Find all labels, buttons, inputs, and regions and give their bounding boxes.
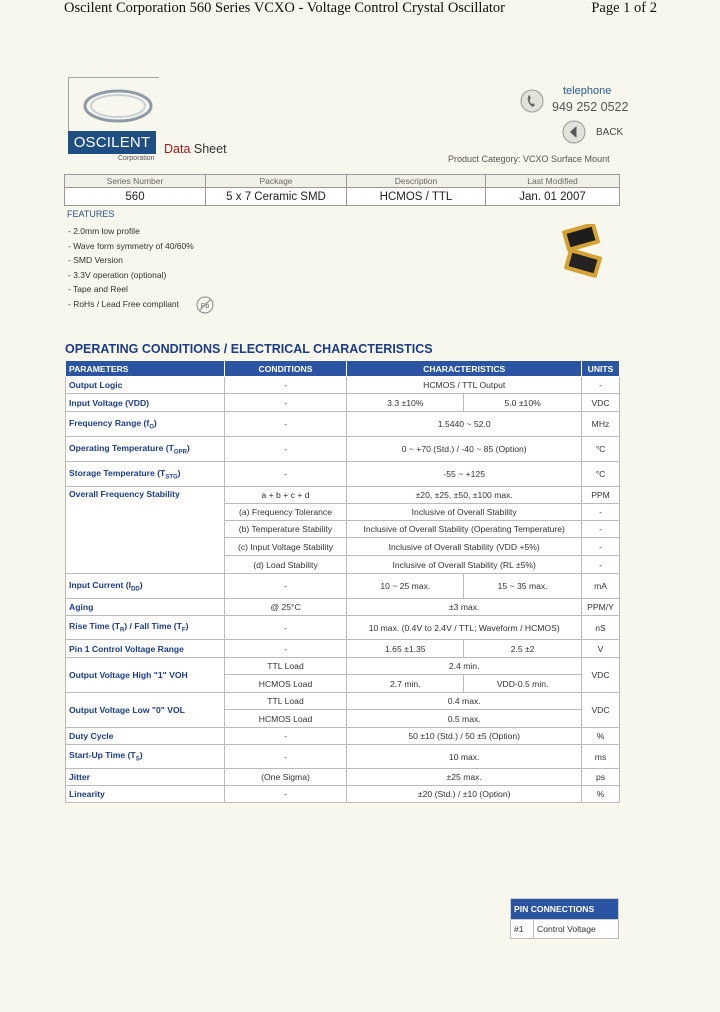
spec-cond: - [224, 574, 347, 599]
spec-param: Input Voltage (VDD) [66, 394, 225, 412]
spec-cond: (a) Frequency Tolerance [224, 504, 347, 521]
product-image [554, 224, 610, 278]
datasheet-label-sheet: Sheet [193, 142, 227, 156]
feature-item: - Tape and Reel [68, 284, 128, 295]
spec-param: Start-Up Time $(T_S)$ [66, 745, 225, 769]
spec-char: Inclusive of Overall Stability (VDD +5%) [347, 538, 582, 556]
telephone-label: telephone [563, 85, 612, 97]
brand-logo-text: OSCILENT [68, 131, 156, 154]
spec-unit: % [582, 728, 620, 745]
pin-row [511, 920, 619, 939]
back-link[interactable]: BACK [596, 127, 624, 138]
spec-param: Input Current $(I_{DD})$ [66, 574, 225, 599]
spec-param: Aging [66, 599, 225, 616]
spec-char: Inclusive of Overall Stability (RL ±5%) [347, 556, 582, 574]
spec-cond: - [224, 412, 347, 437]
spec-row [66, 377, 620, 394]
pin-connections-table [510, 898, 619, 939]
spec-char: 2.4 min. [347, 658, 582, 675]
page-header [64, 0, 657, 18]
spec-row [66, 786, 620, 803]
spec-unit: VDC [582, 658, 620, 693]
spec-param: Jitter [66, 769, 225, 786]
spec-unit: % [582, 786, 620, 803]
feature-item: - 3.3V operation (optional) [68, 269, 167, 280]
spec-char: 50 ±10 (Std.) / 50 ±5 (Option) [347, 728, 582, 745]
telephone-number[interactable]: 949 252 0522 [552, 100, 629, 114]
spec-header-cell: PARAMETERS [66, 361, 225, 377]
features-title: FEATURES [67, 209, 115, 219]
spec-unit: °C [582, 437, 620, 462]
spec-char: 10 max. [347, 745, 582, 769]
summary-value-cell: Jan. 01 2007 [486, 188, 620, 206]
spec-char: 1.5440 ~ 52.0 [347, 412, 582, 437]
spec-row [66, 487, 620, 504]
spec-unit: VDC [582, 693, 620, 728]
spec-char: 1.65 ±1.35 [347, 640, 464, 658]
features-list [68, 224, 194, 312]
spec-char: -55 ~ +125 [347, 462, 582, 487]
spec-param: Linearity [66, 786, 225, 803]
spec-cond: - [224, 462, 347, 487]
lead-free-icon [196, 296, 214, 314]
spec-param: Duty Cycle [66, 728, 225, 745]
spec-cond: - [224, 437, 347, 462]
spec-unit: VDC [582, 394, 620, 412]
summary-value-cell: HCMOS / TTL [347, 188, 486, 206]
spec-row [66, 658, 620, 675]
feature-item: - Wave form symmetry of 40/60% [68, 240, 194, 251]
feature-item: - RoHs / Lead Free compliant [68, 298, 180, 309]
spec-char: 10 ~ 25 max. [347, 574, 464, 599]
spec-row [66, 574, 620, 599]
spec-cond: (d) Load Stability [224, 556, 347, 574]
spec-char: 0.4 max. [347, 693, 582, 710]
spec-cond: - [224, 616, 347, 640]
spec-header-row [66, 361, 620, 377]
spec-char: VDD-0.5 min. [464, 675, 582, 693]
brand-logo-corporation: Corporation [118, 155, 155, 162]
spec-char: HCMOS / TTL Output [347, 377, 582, 394]
spec-unit: - [582, 377, 620, 394]
spec-char: 15 ~ 35 max. [464, 574, 582, 599]
summary-value-row [65, 188, 620, 206]
spec-char: 0.5 max. [347, 710, 582, 728]
spec-unit: ms [582, 745, 620, 769]
spec-char: Inclusive of Overall Stability [347, 504, 582, 521]
datasheet-label [164, 142, 227, 156]
spec-param: Overall Frequency Stability [66, 487, 225, 574]
page-header-title: Oscilent Corporation 560 Series VCXO - Voltage Control Crystal Oscillator [64, 0, 505, 16]
summary-header-row [65, 175, 620, 188]
summary-value-cell: 560 [65, 188, 206, 206]
datasheet-label-data: Data [164, 142, 191, 156]
logo-ring-icon [82, 87, 154, 125]
page-number: Page 1 of 2 [591, 0, 657, 16]
spec-param: Storage Temperature $(T_{STG})$ [66, 462, 225, 487]
feature-item: - 2.0mm low profile [68, 226, 140, 236]
spec-row [66, 728, 620, 745]
feature-item: - SMD Version [68, 255, 123, 266]
spec-char: 2.5 ±2 [464, 640, 582, 658]
spec-header-cell: CHARACTERISTICS [347, 361, 582, 377]
spec-row [66, 412, 620, 437]
spec-cond: (c) Input Voltage Stability [224, 538, 347, 556]
product-category: Product Category: VCXO Surface Mount [448, 154, 610, 164]
spec-row [66, 394, 620, 412]
spec-char: Inclusive of Overall Stability (Operating Temperature) [347, 521, 582, 538]
spec-char: ±3 max. [347, 599, 582, 616]
spec-cond: (One Sigma) [224, 769, 347, 786]
spec-row [66, 437, 620, 462]
spec-unit: MHz [582, 412, 620, 437]
telephone-icon[interactable] [520, 89, 544, 113]
spec-unit: - [582, 556, 620, 574]
spec-row [66, 462, 620, 487]
spec-param: Frequency Range $(f_O)$ [66, 412, 225, 437]
spec-row [66, 745, 620, 769]
spec-cond: - [224, 640, 347, 658]
spec-param: Pin 1 Control Voltage Range [66, 640, 225, 658]
pin-function: Control Voltage [534, 920, 619, 939]
spec-char: ±25 max. [347, 769, 582, 786]
summary-header-cell: Package [206, 175, 347, 188]
spec-cond: a + b + c + d [224, 487, 347, 504]
spec-unit: mA [582, 574, 620, 599]
summary-header-cell: Series Number [65, 175, 206, 188]
summary-table [64, 174, 620, 206]
spec-char: 0 ~ +70 (Std.) / -40 ~ 85 (Option) [347, 437, 582, 462]
summary-header-cell: Description [347, 175, 486, 188]
spec-param: Output Voltage High "1" VOH [66, 658, 225, 693]
summary-value-cell: 5 x 7 Ceramic SMD [206, 188, 347, 206]
spec-char: 5.0 ±10% [464, 394, 582, 412]
lead-free-badge-text: Pb [200, 303, 210, 310]
spec-char: ±20, ±25, ±50, ±100 max. [347, 487, 582, 504]
spec-unit: - [582, 521, 620, 538]
pin-number: #1 [511, 920, 534, 939]
spec-cond: HCMOS Load [224, 710, 347, 728]
spec-cond: - [224, 745, 347, 769]
spec-param: Output Logic [66, 377, 225, 394]
spec-row [66, 769, 620, 786]
spec-cond: @ 25°C [224, 599, 347, 616]
spec-cond: - [224, 786, 347, 803]
spec-cond: TTL Load [224, 693, 347, 710]
back-arrow-icon[interactable] [562, 120, 586, 144]
spec-param: Output Voltage Low "0" VOL [66, 693, 225, 728]
spec-char: 2.7 min. [347, 675, 464, 693]
spec-row [66, 693, 620, 710]
spec-row [66, 640, 620, 658]
spec-char: ±20 (Std.) / ±10 (Option) [347, 786, 582, 803]
spec-header-cell: UNITS [582, 361, 620, 377]
spec-cond: HCMOS Load [224, 675, 347, 693]
spec-cond: TTL Load [224, 658, 347, 675]
spec-unit: PPM/Y [582, 599, 620, 616]
spec-unit: °C [582, 462, 620, 487]
pin-connections-title: PIN CONNECTIONS [511, 899, 619, 920]
section-title: OPERATING CONDITIONS / ELECTRICAL CHARACTERISTICS [65, 342, 433, 356]
spec-char: 3.3 ±10% [347, 394, 464, 412]
spec-table [65, 360, 620, 803]
spec-unit: ps [582, 769, 620, 786]
spec-unit: - [582, 538, 620, 556]
spec-unit: PPM [582, 487, 620, 504]
pin-header-row [511, 899, 619, 920]
spec-cond: (b) Temperature Stability [224, 521, 347, 538]
spec-param: Operating Temperature $(T_{OPR})$ [66, 437, 225, 462]
summary-header-cell: Last Modified [486, 175, 620, 188]
spec-unit: V [582, 640, 620, 658]
spec-row [66, 599, 620, 616]
spec-param: Rise Time $(T_R)$ / Fall Time $(T_F)$ [66, 616, 225, 640]
spec-cond: - [224, 394, 347, 412]
spec-cond: - [224, 728, 347, 745]
spec-unit: nS [582, 616, 620, 640]
spec-char: 10 max. (0.4V to 2.4V / TTL; Waveform / HCMOS) [347, 616, 582, 640]
spec-unit: - [582, 504, 620, 521]
spec-cond: - [224, 377, 347, 394]
spec-row [66, 616, 620, 640]
spec-header-cell: CONDITIONS [224, 361, 347, 377]
